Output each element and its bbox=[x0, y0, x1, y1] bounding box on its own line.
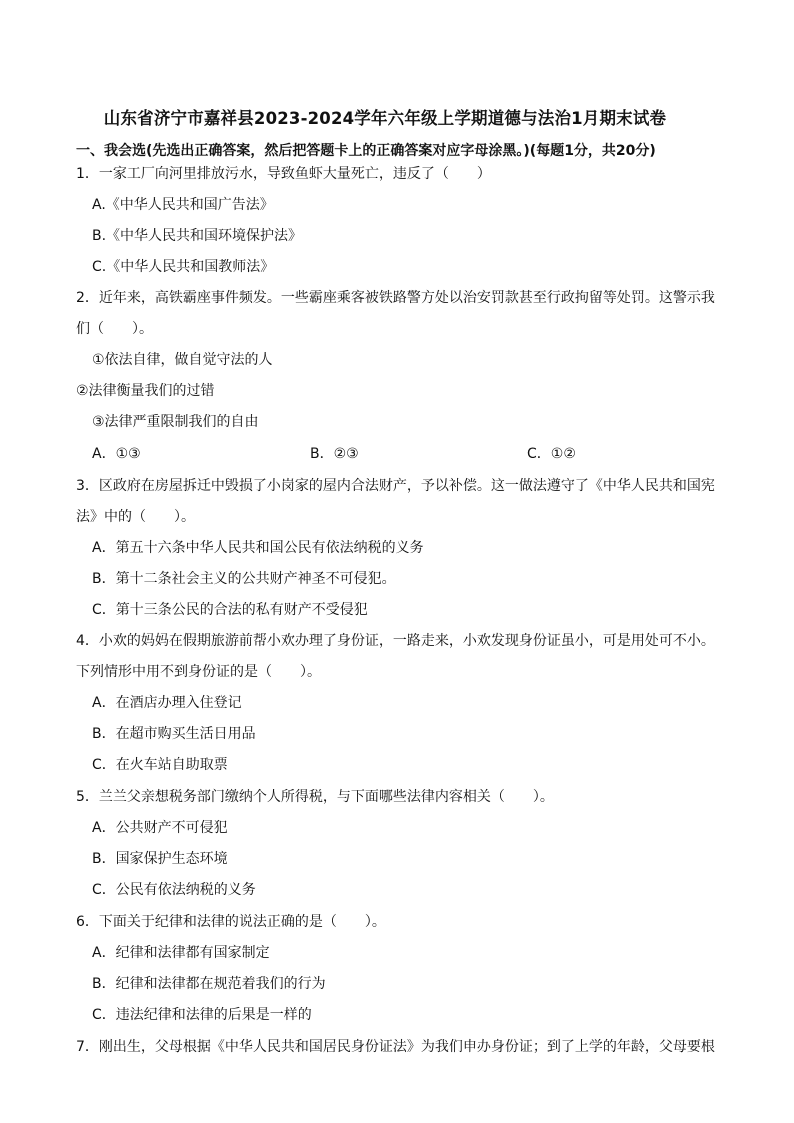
question-1-option-c: C.《中华人民共和国教师法》 bbox=[92, 259, 275, 275]
question-2-stem-line2: 们（ ）。 bbox=[76, 321, 153, 337]
question-2-statement-2: ②法律衡量我们的过错 bbox=[76, 383, 215, 399]
page-title: 山东省济宁市嘉祥县2023-2024学年六年级上学期道德与法治1月期末试卷 bbox=[103, 109, 667, 129]
question-1-option-a: A.《中华人民共和国广告法》 bbox=[92, 197, 274, 213]
question-5-option-a: A．公共财产不可侵犯 bbox=[92, 820, 228, 836]
question-2-statement-1: ①依法自律，做自觉守法的人 bbox=[92, 352, 273, 368]
question-1-stem: 1．一家工厂向河里排放污水，导致鱼虾大量死亡，违反了（ ） bbox=[76, 166, 491, 182]
question-3-stem-line1: 3．区政府在房屋拆迁中毁损了小岗家的屋内合法财产，予以补偿。这一做法遵守了《中华人民共和国宪 bbox=[76, 478, 715, 494]
question-4-option-a: A．在酒店办理入住登记 bbox=[92, 695, 242, 711]
question-2-option-b: B．②③ bbox=[310, 446, 359, 462]
question-3-option-c: C．第十三条公民的合法的私有财产不受侵犯 bbox=[92, 602, 368, 618]
question-2-option-a: A．①③ bbox=[92, 446, 141, 462]
question-4-stem-line2: 下列情形中用不到身份证的是（ ）。 bbox=[76, 664, 321, 680]
question-7-stem: 7．刚出生，父母根据《中华人民共和国居民身份证法》为我们申办身份证；到了上学的年龄，父母要根 bbox=[76, 1039, 715, 1055]
question-3-stem-line2: 法》中的（ ）。 bbox=[76, 509, 195, 525]
question-6-option-b: B．纪律和法律都在规范着我们的行为 bbox=[92, 976, 326, 992]
question-5-option-b: B．国家保护生态环境 bbox=[92, 851, 228, 867]
section-heading: 一、我会选(先选出正确答案，然后把答题卡上的正确答案对应字母涂黑。)(每题1分，共20分) bbox=[76, 143, 656, 159]
question-5-stem: 5．兰兰父亲想税务部门缴纳个人所得税，与下面哪些法律内容相关（ ）。 bbox=[76, 789, 554, 805]
question-1-option-b: B.《中华人民共和国环境保护法》 bbox=[92, 228, 303, 244]
question-2-statement-3: ③法律严重限制我们的自由 bbox=[92, 414, 259, 430]
question-2-option-c: C．①② bbox=[527, 446, 576, 462]
question-2-stem-line1: 2．近年来，高铁霸座事件频发。一些霸座乘客被铁路警方处以治安罚款甚至行政拘留等处罚。这警示我 bbox=[76, 290, 715, 306]
question-4-option-c: C．在火车站自助取票 bbox=[92, 757, 228, 773]
question-6-option-c: C．违法纪律和法律的后果是一样的 bbox=[92, 1007, 312, 1023]
question-3-option-b: B．第十二条社会主义的公共财产神圣不可侵犯。 bbox=[92, 571, 396, 587]
question-4-stem-line1: 4．小欢的妈妈在假期旅游前帮小欢办理了身份证，一路走来，小欢发现身份证虽小，可是用处可不小。 bbox=[76, 633, 715, 649]
question-4-option-b: B．在超市购买生活日用品 bbox=[92, 726, 256, 742]
question-3-option-a: A．第五十六条中华人民共和国公民有依法纳税的义务 bbox=[92, 540, 424, 556]
question-6-stem: 6．下面关于纪律和法律的说法正确的是（ ）。 bbox=[76, 914, 386, 930]
question-6-option-a: A．纪律和法律都有国家制定 bbox=[92, 945, 270, 961]
question-5-option-c: C．公民有依法纳税的义务 bbox=[92, 882, 256, 898]
